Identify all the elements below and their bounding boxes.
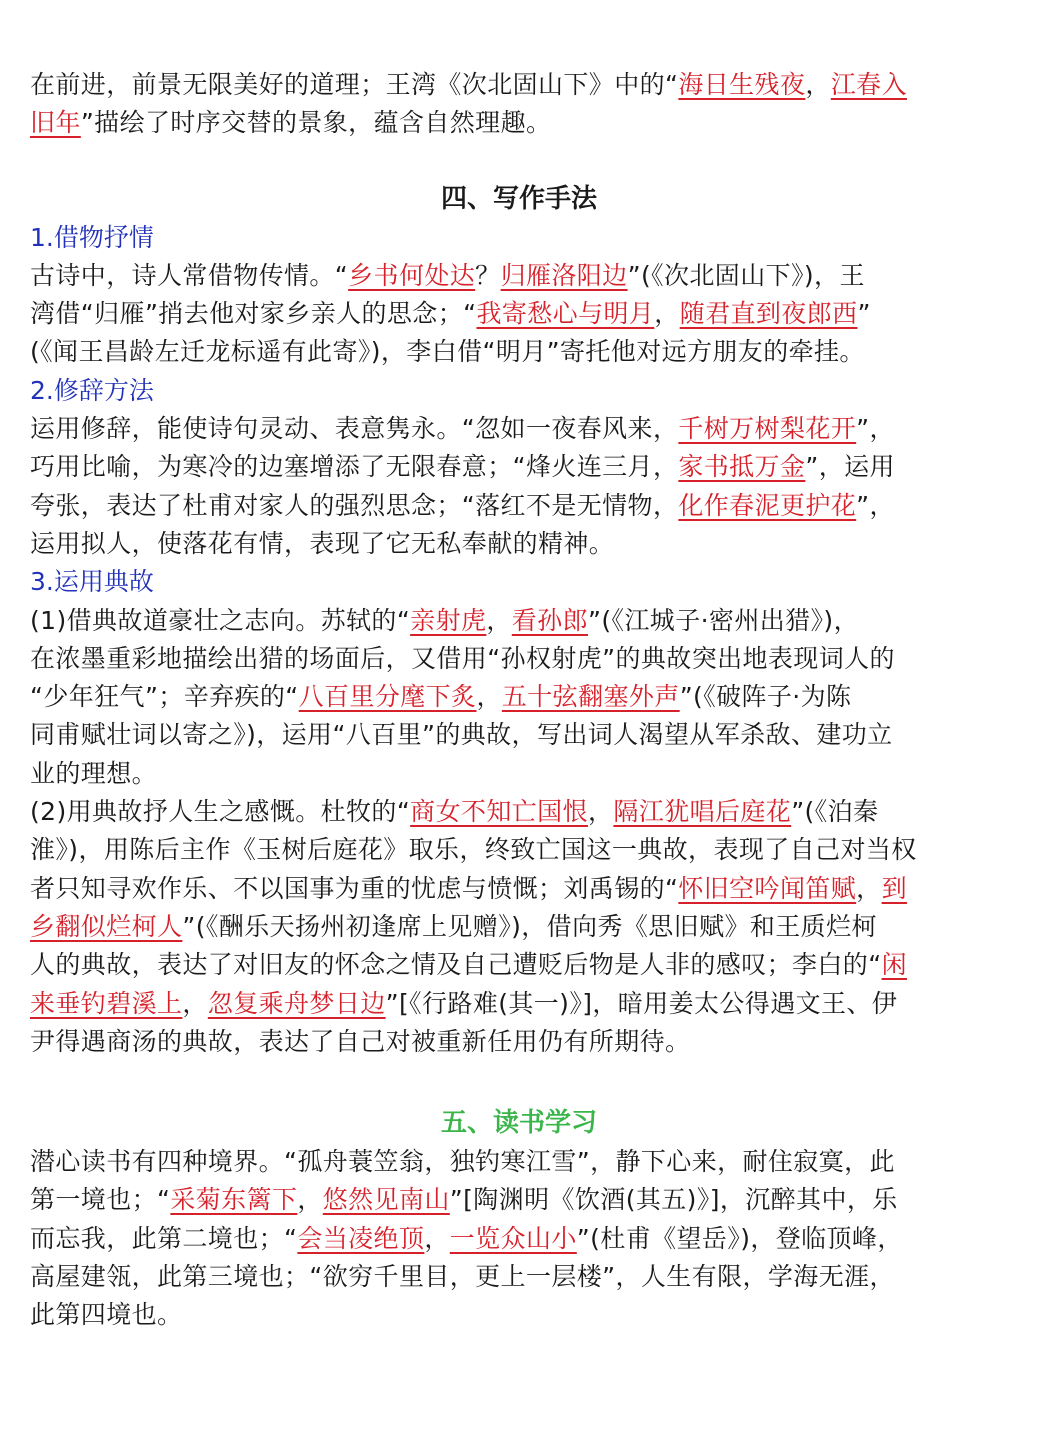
text-run: ”(《泊秦 (791, 797, 879, 827)
paragraph-allusions-1 (30, 602, 1008, 793)
text-line (30, 946, 1008, 984)
text-line: 同甫赋壮词以寄之》)，运用“八百里”的典故，写出词人渴望从军杀敌、建功立 (30, 720, 893, 750)
text-run: ， (587, 797, 614, 827)
text-run: ， (182, 988, 208, 1018)
text-run: ”描绘了时序交替的景象，蕴含自然理趣。 (80, 108, 552, 138)
text-line: (《闻王昌龄左迁龙标遥有此寄》)，李白借“明月”寄托他对远方朋友的牵挂。 (30, 337, 865, 367)
text-line: 业的理想。 (30, 758, 158, 788)
intro-paragraph (30, 66, 1008, 143)
text-run: 而忘我，此第二境也；“ (30, 1223, 298, 1253)
section-heading-reading-study: 五、读书学习 (440, 1108, 597, 1139)
poem-quote: 千树万树梨花开 (678, 414, 857, 444)
text-run: “少年狂气”；辛弃疾的“ (30, 682, 299, 712)
text-run: ， (856, 873, 882, 903)
text-line: 潜心读书有四种境界。“孤舟蓑笠翁，独钓寒江雪”，静下心来，耐住寂寞，此 (30, 1147, 895, 1177)
poem-quote: 乡翻似烂柯人 (30, 911, 183, 941)
poem-quote: 采菊东篱下 (170, 1185, 298, 1215)
paragraph-rhetoric (30, 410, 1008, 563)
text-run: ， (805, 70, 831, 99)
text-line: 在浓墨重彩地描绘出猎的场面后，又借用“孙权射虎”的典故突出地表现词人的 (30, 643, 895, 673)
poem-quote: 八百里分麾下炙 (298, 682, 477, 712)
text-run: 夸张，表达了杜甫对家人的强烈思念；“落红不是无情物， (30, 490, 679, 520)
subheading-borrow-objects: 1.借物抒情 (30, 222, 154, 252)
text-run: 者只知寻欢作乐、不以国事为重的忧虑与愤慨；刘禹锡的“ (30, 873, 679, 903)
text-run: ”(杜甫《望岳》)，登临顶峰， (576, 1223, 903, 1253)
poem-quote: 怀旧空吟闻笛赋 (678, 873, 857, 903)
text-run: ”， (856, 490, 895, 520)
text-run: ”，运用 (805, 452, 895, 482)
poem-quote: 会当凌绝顶 (297, 1223, 425, 1253)
poem-quote: 旧年 (30, 108, 81, 138)
text-line (30, 985, 1008, 1023)
text-run: ”(《酬乐天扬州初逢席上见赠》)，借向秀《思旧赋》和王质烂柯 (182, 911, 877, 941)
paragraph-allusions-2 (30, 793, 1008, 1061)
text-run: ”[《行路难(其一)》]，暗用姜太公得遇文王、伊 (385, 988, 898, 1018)
poem-quote: 家书抵万金 (678, 452, 806, 482)
paragraph-reading-study (30, 1143, 1008, 1334)
text-line (30, 1181, 1008, 1219)
text-line (30, 870, 1008, 908)
poem-quote: 忽复乘舟梦日边 (207, 988, 386, 1018)
poem-quote: 海日生残夜 (678, 70, 806, 99)
poem-quote: 随君直到夜郎西 (679, 299, 858, 329)
text-line (30, 1220, 1008, 1258)
text-run: 古诗中，诗人常借物传情。“ (30, 260, 349, 290)
poem-quote: 亲射虎 (410, 605, 487, 635)
text-run: ， (476, 682, 502, 712)
paragraph-borrow-objects (30, 257, 1008, 372)
text-line (30, 66, 1008, 104)
poem-quote: 来垂钓碧溪上 (30, 988, 183, 1018)
text-line: 运用拟人，使落花有情，表现了它无私奉献的精神。 (30, 528, 615, 558)
text-run: 湾借“归雁”捎去他对家乡亲人的思念；“ (30, 299, 477, 329)
poem-quote: 江春入 (830, 70, 907, 99)
text-run: (1)借典故道豪壮之志向。苏轼的“ (30, 605, 411, 635)
text-run: (2)用典故抒人生之感慨。杜牧的“ (30, 797, 411, 827)
poem-quote: 五十弦翻塞外声 (501, 682, 680, 712)
text-run: ？ (475, 260, 501, 290)
text-run: ”[陶渊明《饮酒(其五)》]，沉醉其中，乐 (449, 1185, 898, 1215)
text-run: 巧用比喻，为寒冷的边塞增添了无限春意；“烽火连三月， (30, 452, 679, 482)
poem-quote: 乡书何处达 (348, 260, 476, 290)
text-run: ， (297, 1185, 323, 1215)
text-line: 此第四境也。 (30, 1300, 183, 1330)
text-run: ”(《破阵子·为陈 (679, 682, 852, 712)
poem-quote: 悠然见南山 (322, 1185, 450, 1215)
text-line: 淮》)，用陈后主作《玉树后庭花》取乐，终致亡国这一典故，表现了自己对当权 (30, 835, 917, 865)
poem-quote: 到 (881, 873, 907, 903)
text-line (30, 678, 1008, 716)
text-run: ， (654, 299, 680, 329)
text-run: ， (486, 605, 512, 635)
poem-quote: 商女不知亡国恨 (410, 797, 588, 827)
subheading-allusions: 3.运用典故 (30, 567, 154, 597)
text-line: 尹得遇商汤的典故，表达了自己对被重新任用仍有所期待。 (30, 1026, 691, 1056)
text-run: 运用修辞，能使诗句灵动、表意隽永。“忽如一夜春风来， (30, 414, 679, 444)
text-line (30, 295, 1008, 333)
text-run: ”(《江城子·密州出猎》)， (587, 605, 859, 635)
text-run: 在前进，前景无限美好的道理；王湾《次北固山下》中的“ (30, 70, 679, 99)
text-line: 高屋建瓴，此第三境也；“欲穷千里目，更上一层楼”，人生有限，学海无涯， (30, 1262, 895, 1292)
poem-quote: 归雁洛阳边 (500, 260, 628, 290)
text-run: ”， (856, 414, 895, 444)
text-line (30, 602, 1008, 640)
text-run: ” (857, 299, 871, 329)
text-run: ， (424, 1223, 450, 1253)
poem-quote: 我寄愁心与明月 (476, 299, 655, 329)
poem-quote: 闲 (881, 950, 907, 980)
poem-quote: 看孙郎 (511, 605, 588, 635)
poem-quote: 化作春泥更护花 (678, 490, 857, 520)
poem-quote: 隔江犹唱后庭花 (613, 797, 792, 827)
section-heading-writing-techniques: 四、写作手法 (440, 183, 597, 214)
text-line (30, 410, 1008, 448)
text-line (30, 448, 1008, 486)
poem-quote: 一览众山小 (449, 1223, 577, 1253)
text-run: 人的典故，表达了对旧友的怀念之情及自己遭贬后物是人非的感叹；李白的“ (30, 950, 882, 980)
text-line (30, 793, 1008, 831)
text-line (30, 104, 1008, 142)
text-run: ”(《次北固山下》)，王 (627, 260, 865, 290)
subheading-rhetoric: 2.修辞方法 (30, 375, 154, 405)
text-run: 第一境也；“ (30, 1185, 171, 1215)
text-line (30, 908, 1008, 946)
text-line (30, 257, 1008, 295)
text-line (30, 487, 1008, 525)
